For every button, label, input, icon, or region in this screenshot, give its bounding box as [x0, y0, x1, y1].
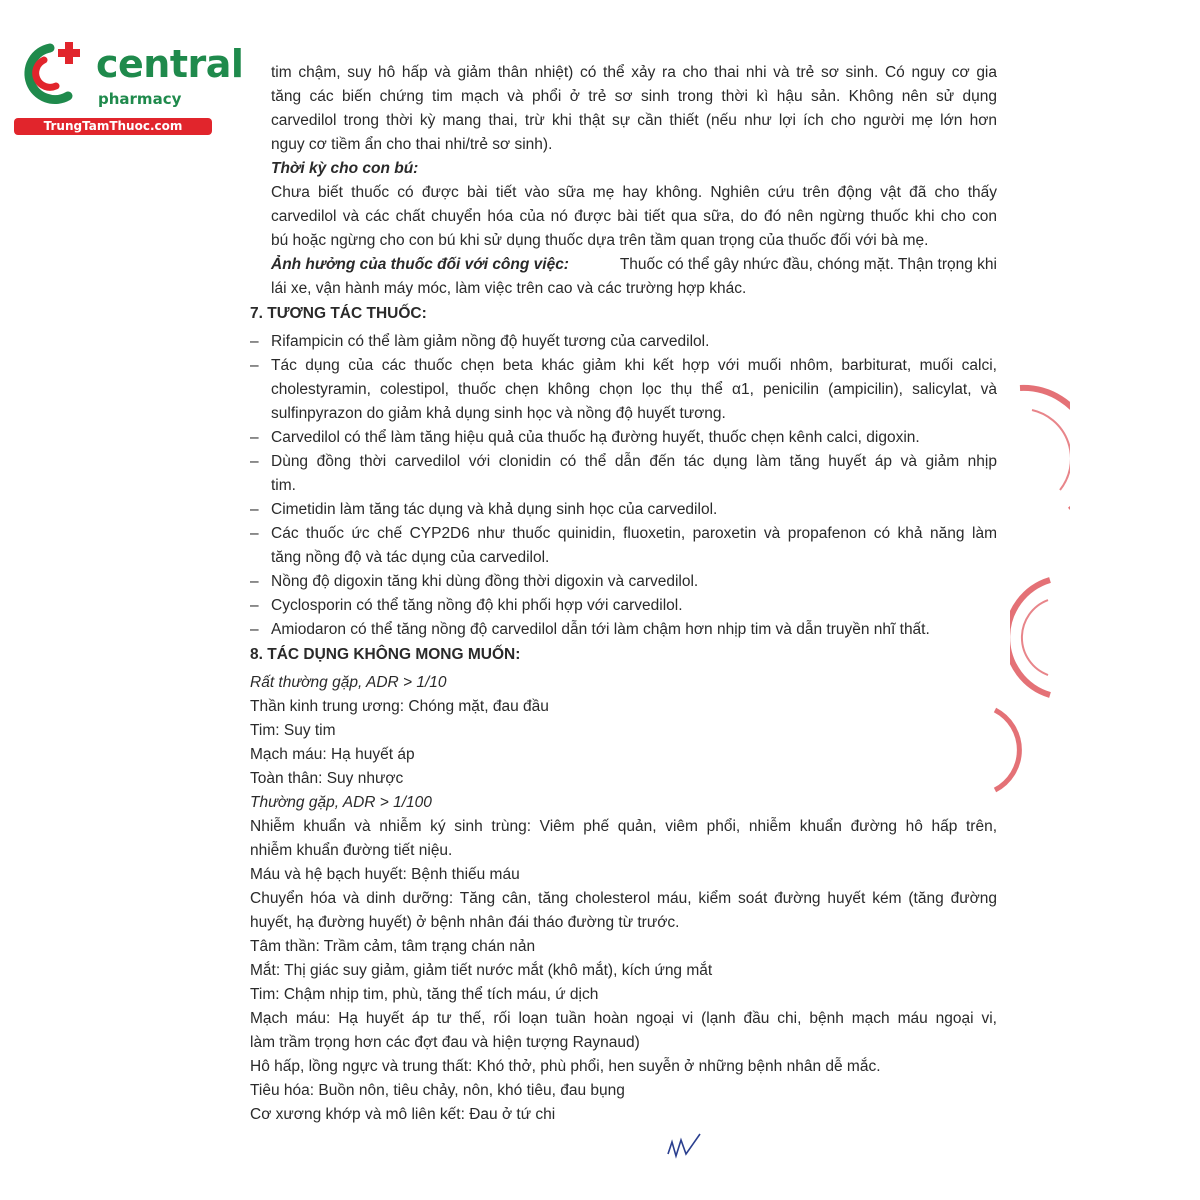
- interaction-item: Nồng độ digoxin tăng khi dùng đồng thời digoxin và carvedilol.: [271, 573, 699, 590]
- interaction-item-cont: tim.: [271, 477, 296, 494]
- handwritten-initial: [664, 1132, 704, 1162]
- adr-line: Tim: Chậm nhịp tim, phù, tăng thể tích máu, ứ dịch: [250, 986, 599, 1003]
- text-line: Chưa biết thuốc có được bài tiết vào sữa mẹ hay không. Nghiên cứu trên động vật đã cho thấy: [271, 184, 997, 201]
- text-line: tim chậm, suy hô hấp và giảm thân nhiệt) có thể xảy ra cho thai nhi và trẻ sơ sinh. Có nguy cơ gia: [271, 64, 997, 81]
- adr-line: nhiễm khuẩn đường tiết niệu.: [250, 842, 453, 859]
- pharmacy-cross-icon: [10, 38, 90, 108]
- interaction-item: Các thuốc ức chế CYP2D6 như thuốc quinidin, fluoxetin, paroxetin và propafenon có khả năng làm: [271, 525, 997, 542]
- interaction-item-cont: cholestyramin, colestipol, thuốc chẹn không chọn lọc thụ thể α1, penicilin (ampicilin), salicylat, và: [271, 381, 997, 398]
- adr-line: Mạch máu: Hạ huyết áp tư thế, rối loạn tuần hoàn ngoại vi (lạnh đầu chi, bệnh mạch máu ngoại vi,: [250, 1010, 997, 1027]
- text-line: lái xe, vận hành máy móc, làm việc trên cao và các trường hợp khác.: [271, 280, 747, 297]
- work-effect-line: [271, 256, 997, 274]
- adr-line: Nhiễm khuẩn và nhiễm ký sinh trùng: Viêm phế quản, viêm phổi, nhiễm khuẩn đường hô hấp trên,: [250, 818, 997, 835]
- text-line: carvedilol trong thời kỳ mang thai, trừ khi thật sự cần thiết (nếu như lợi ích cho người mẹ lớn hơn: [271, 112, 997, 129]
- adr-line: Hô hấp, lồng ngực và trung thất: Khó thở, phù phổi, hen suyễn ở những bệnh nhân dễ mắc.: [250, 1058, 881, 1075]
- interaction-item: Rifampicin có thể làm giảm nồng độ huyết tương của carvedilol.: [271, 333, 710, 350]
- official-stamp: [1010, 380, 1070, 520]
- adr-line: huyết, hạ đường huyết) ở bệnh nhân đái tháo đường từ trước.: [250, 914, 680, 931]
- central-pharmacy-logo[interactable]: [10, 38, 244, 138]
- breastfeeding-heading: Thời kỳ cho con bú:: [271, 160, 419, 177]
- official-stamp: [1010, 575, 1070, 705]
- interaction-item: Dùng đồng thời carvedilol với clonidin có thể dẫn đến tác dụng làm tăng huyết áp và giảm nhịp: [271, 453, 997, 470]
- text-line: tăng các biến chứng tim mạch và phổi ở trẻ sơ sinh trong thời kì hậu sản. Không nên sử dụng: [271, 88, 997, 105]
- frequency-heading: Thường gặp, ADR > 1/100: [250, 794, 432, 811]
- brand-url[interactable]: TrungTamThuoc.com: [14, 118, 212, 135]
- work-effect-heading: Ảnh hưởng của thuốc đối với công việc:: [271, 256, 569, 273]
- text-line: carvedilol và các chất chuyển hóa của nó được bài tiết qua sữa, do đó nên ngừng thuốc khi cho con: [271, 208, 997, 225]
- interaction-item: Cyclosporin có thể tăng nồng độ khi phối hợp với carvedilol.: [271, 597, 683, 614]
- official-stamp: [985, 705, 1025, 795]
- work-effect-text: Thuốc có thể gây nhức đầu, chóng mặt. Thận trọng khi: [619, 256, 997, 273]
- adr-line: Tim: Suy tim: [250, 722, 336, 739]
- brand-name: central: [96, 42, 244, 86]
- adr-line: Chuyển hóa và dinh dưỡng: Tăng cân, tăng cholesterol máu, kiểm soát đường huyết kém (tăng đường: [250, 890, 997, 907]
- adr-line: Tâm thần: Trầm cảm, tâm trạng chán nản: [250, 938, 536, 955]
- adr-line: Toàn thân: Suy nhược: [250, 770, 404, 787]
- adr-line: Tiêu hóa: Buồn nôn, tiêu chảy, nôn, khó tiêu, đau bụng: [250, 1082, 625, 1099]
- text-line: bú hoặc ngừng cho con bú khi sử dụng thuốc dựa trên tầm quan trọng của thuốc đối với bà mẹ.: [271, 232, 929, 249]
- interaction-item: Amiodaron có thể tăng nồng độ carvedilol dẫn tới làm chậm hơn nhịp tim và dẫn truyền nhĩ thất.: [271, 621, 930, 638]
- brand-subtitle: pharmacy: [98, 90, 182, 108]
- section-7-title: 7. TƯƠNG TÁC THUỐC:: [250, 305, 427, 322]
- interaction-item-cont: tăng nồng độ và tác dụng của carvedilol.: [271, 549, 550, 566]
- interaction-item: Carvedilol có thể làm tăng hiệu quả của thuốc hạ đường huyết, thuốc chẹn kênh calci, digoxin.: [271, 429, 920, 446]
- interaction-item: Cimetidin làm tăng tác dụng và khả dụng sinh học của carvedilol.: [271, 501, 718, 518]
- adr-line: Mạch máu: Hạ huyết áp: [250, 746, 415, 763]
- adr-line: Máu và hệ bạch huyết: Bệnh thiếu máu: [250, 866, 520, 883]
- adr-line: Thần kinh trung ương: Chóng mặt, đau đầu: [250, 698, 549, 715]
- text-line: nguy cơ tiềm ẩn cho thai nhi/trẻ sơ sinh).: [271, 136, 553, 153]
- adr-line: Mắt: Thị giác suy giảm, giảm tiết nước mắt (khô mắt), kích ứng mắt: [250, 962, 713, 979]
- interaction-item: Tác dụng của các thuốc chẹn beta khác giảm khi kết hợp với muối nhôm, barbiturat, muối calci,: [271, 357, 997, 374]
- frequency-heading: Rất thường gặp, ADR > 1/10: [250, 674, 447, 691]
- adr-line: Cơ xương khớp và mô liên kết: Đau ở tứ chi: [250, 1106, 556, 1123]
- section-8-title: 8. TÁC DỤNG KHÔNG MONG MUỐN:: [250, 646, 521, 663]
- interaction-item-cont: sulfinpyrazon do giảm khả dụng sinh học và nồng độ huyết tương.: [271, 405, 726, 422]
- adr-line: làm trầm trọng hơn các đợt đau và hiện tượng Raynaud): [250, 1034, 640, 1051]
